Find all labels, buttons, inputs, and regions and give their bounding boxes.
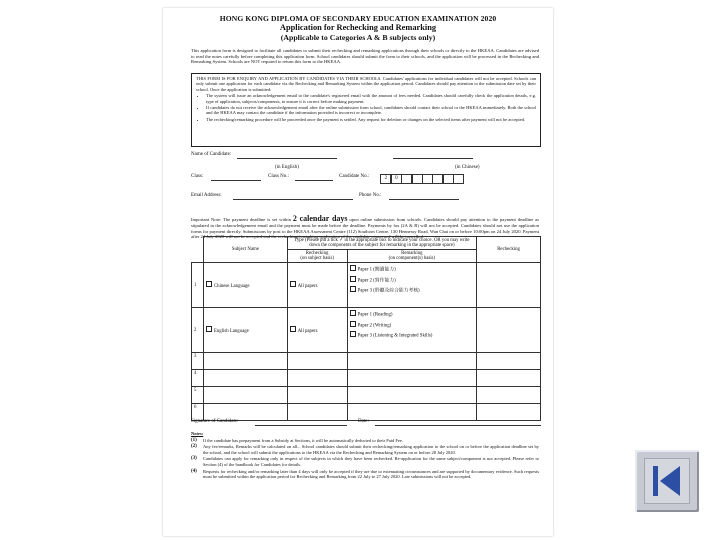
candidate-no-box — [443, 174, 454, 184]
rechecking-title: Rechecking — [305, 251, 329, 256]
form-title-exam: HONG KONG DIPLOMA OF SECONDARY EDUCATION EXAMINATION 2020 — [219, 14, 497, 23]
notice-item: • The system will issue an acknowledgement email to the candidate's registered email with the amount of fees needed. Candidates should carefully check the application details, e.g. type of application, subjects/components, to ensure it is correct before making payment. — [206, 93, 536, 104]
remarking-sub: (on component(s) basis) — [388, 256, 436, 261]
form-title-application: Application for Rechecking and Remarking — [279, 23, 437, 32]
notes-heading: Notes: — [191, 431, 204, 436]
first-page-icon — [648, 460, 686, 502]
note-item — [191, 469, 539, 480]
note-number: (2) — [191, 444, 197, 450]
important-rest: upon online submission from schools. Candidates should pay attention to the payment deadline as stipulated in the acknowledgement email and the payment must be made before the deadline. Payments by fax (2A & B) will not be accepted. Candidates should not use the application forms for payment directly. Submissions by post to the HKEAA Assessment Centre (112) Southorn Centre, 130 Hennessy Road, Wan Chai on or before 10:00pm on 24 July 2020. Payment after 24 July 2020 will not be accepted and the rechecking/remarking application of the candidate concerned will be cancelled. — [191, 217, 539, 240]
class-label: Class: — [191, 174, 204, 179]
fee-cell — [477, 353, 541, 370]
table-row — [192, 370, 541, 387]
row-number: 4 — [192, 370, 204, 387]
row-number: 2 — [192, 308, 204, 353]
candidate-no-box: 2 — [380, 174, 391, 184]
candidate-no-box — [432, 174, 443, 184]
candidate-no-box — [453, 174, 464, 184]
form-title-applicability: (Applicable to Categories A & B subjects only) — [280, 33, 436, 42]
rechecking-header — [287, 250, 347, 263]
important-deadline: 2 calendar days — [292, 214, 348, 223]
phone-label: Phone No.: — [359, 193, 382, 198]
rechecking-sub: (on subject basis) — [300, 256, 334, 261]
type-header: Type (Please put a tick ✓ in the appropriate box to indicate your choice. OR you may write down the components of the subject for remarking in the appropriate space) — [287, 237, 476, 250]
candidate-no-box — [412, 174, 423, 184]
components-cell[interactable] — [347, 404, 477, 421]
table-row — [192, 263, 541, 308]
signature-line[interactable] — [255, 425, 347, 426]
note-text: Requests for rechecking and/or remarking later than 4 days will only be accepted if they are due to extenuating circumstances and are supported by documentary evidence. Such requests must be submitted within the application period for Rechecking and Remarking from 22 July to 27 July 2020. Late submissions will not be accepted. — [203, 468, 539, 480]
fee-cell — [477, 370, 541, 387]
component-checkbox[interactable]: Paper 3 (Listening & Integrated Skills) — [350, 331, 475, 342]
note-number: (3) — [191, 456, 197, 462]
note-item — [191, 456, 539, 467]
back-to-first-button[interactable] — [635, 450, 699, 512]
subject-cell[interactable] — [203, 404, 287, 421]
candidate-no-box: 0 — [391, 174, 402, 184]
table-row — [192, 404, 541, 421]
candidate-no-label: Candidate No.: — [339, 174, 370, 179]
subject-cell[interactable] — [203, 370, 287, 387]
fee-header: Rechecking — [477, 237, 541, 263]
notice-box — [191, 73, 541, 147]
signature-label: Signature of Candidate: — [191, 419, 239, 424]
fee-cell — [477, 387, 541, 404]
note-item — [191, 444, 539, 455]
remarking-header — [347, 250, 477, 263]
recheck-cell[interactable] — [287, 353, 347, 370]
recheck-checkbox[interactable]: All papers — [290, 329, 318, 334]
fee-cell — [477, 263, 541, 308]
component-checkbox[interactable]: Paper 2 (Writing) — [350, 321, 475, 332]
subject-cell[interactable] — [203, 387, 287, 404]
components-cell[interactable] — [347, 353, 477, 370]
subject-checkbox[interactable]: English Language — [206, 329, 249, 334]
subject-header: Subject Name — [203, 237, 287, 263]
table-row — [192, 387, 541, 404]
important-prefix: Important Note: The payment deadline is set within — [191, 217, 291, 222]
name-english-line[interactable] — [237, 158, 337, 159]
row-number: 6 — [192, 404, 204, 421]
name-chinese-line[interactable] — [393, 158, 473, 159]
row-number: 3 — [192, 353, 204, 370]
notice-list — [196, 93, 536, 122]
fee-cell — [477, 404, 541, 421]
note-number: (1) — [191, 437, 197, 443]
candidate-no-box — [401, 174, 412, 184]
email-line[interactable] — [233, 199, 353, 200]
intro-paragraph: This application form is designed to facilitate all candidates to submit their rechecking and remarking applications through their schools or directly to the HKEAA. Candidates are advised to read the notes carefully before completing this application form. School candidates should submit the form to their schools, and the application will be processed in the Rechecking and Remarking System. Schools are NOT required to return this form to the HKEAA. — [191, 48, 539, 65]
date-label: Date: — [358, 419, 369, 424]
note-item — [191, 438, 539, 444]
date-line[interactable] — [375, 425, 541, 426]
recheck-cell[interactable] — [287, 387, 347, 404]
remarking-title: Remarking — [401, 251, 423, 256]
components-cell[interactable] — [347, 387, 477, 404]
component-checkbox[interactable]: Paper 2 (寫作能力) — [350, 276, 475, 287]
candidate-no-box — [422, 174, 433, 184]
note-text: Candidates can apply for remarking only in respect of the subjects in which they have been rechecked. Re-application for the same subject/component is not accepted. Please refer to Section (4) of the handbook for Candidates for details. — [203, 456, 539, 467]
component-checkbox[interactable]: Paper 3 (聆聽及綜合能力考核) — [350, 286, 475, 297]
row-number: 5 — [192, 387, 204, 404]
fee-cell — [477, 308, 541, 353]
class-no-line[interactable] — [295, 180, 333, 181]
recheck-checkbox[interactable]: All papers — [290, 284, 318, 289]
name-label: Name of Candidate: — [191, 152, 232, 157]
note-text: Any fee/remarks, Remarks will be calculated on all... School candidates should submit their rechecking/remarking application to the school on or before the application deadline set by the school, and the school will submit the applications to the HKEAA via the Rechecking and Remarking System on or before 28 July 2020. — [203, 444, 539, 455]
component-checkbox[interactable]: Paper 1 (Reading) — [350, 310, 475, 321]
row-number: 1 — [192, 263, 204, 308]
note-text: If the candidate has prepayment from a Subsidy at Sections, it will be automatically deducted to their Paid Fee. — [203, 437, 403, 443]
notice-item: • The rechecking/remarking procedure will be proceeded once the payment is settled. Any request for deletion or changes on the selected items after payment will not be accepted. — [206, 117, 536, 122]
table-row — [192, 353, 541, 370]
application-table — [191, 236, 541, 421]
candidate-no-boxes[interactable] — [381, 174, 464, 184]
notes-section — [191, 431, 539, 480]
recheck-cell[interactable] — [287, 370, 347, 387]
class-line[interactable] — [211, 180, 261, 181]
note-number: (4) — [191, 468, 197, 474]
notice-heading: THIS FORM IS FOR ENQUIRY AND APPLICATION BY CANDIDATES VIA THEIR SCHOOLS. Candidates' applications for individual candidates will not be accepted. Schools can only submit one application for each candidate via the Rechecking and Remarking System within the application period. Candidates should pay attention to the submission date set by their school. Once the application is submitted: — [196, 76, 536, 92]
components-cell[interactable] — [347, 370, 477, 387]
table-row — [192, 308, 541, 353]
subject-cell[interactable] — [203, 353, 287, 370]
component-checkbox[interactable]: Paper 1 (閱讀能力) — [350, 265, 475, 276]
email-label: Email Address: — [191, 193, 222, 198]
application-form-page — [163, 8, 553, 536]
phone-line[interactable] — [389, 199, 459, 200]
class-no-label: Class No.: — [268, 174, 289, 179]
recheck-cell[interactable] — [287, 404, 347, 421]
name-chinese-label: (in Chinese) — [455, 165, 480, 170]
name-english-label: (in English) — [275, 165, 299, 170]
notice-item: • If candidates do not receive the acknowledgement email after the online submission from school, candidates should contact their school or the HKEAA immediately. Both the school and the HKEAA may contact the candidate if the information provided is incorrect or incomplete. — [206, 105, 536, 116]
subject-checkbox[interactable]: Chinese Language — [206, 284, 250, 289]
